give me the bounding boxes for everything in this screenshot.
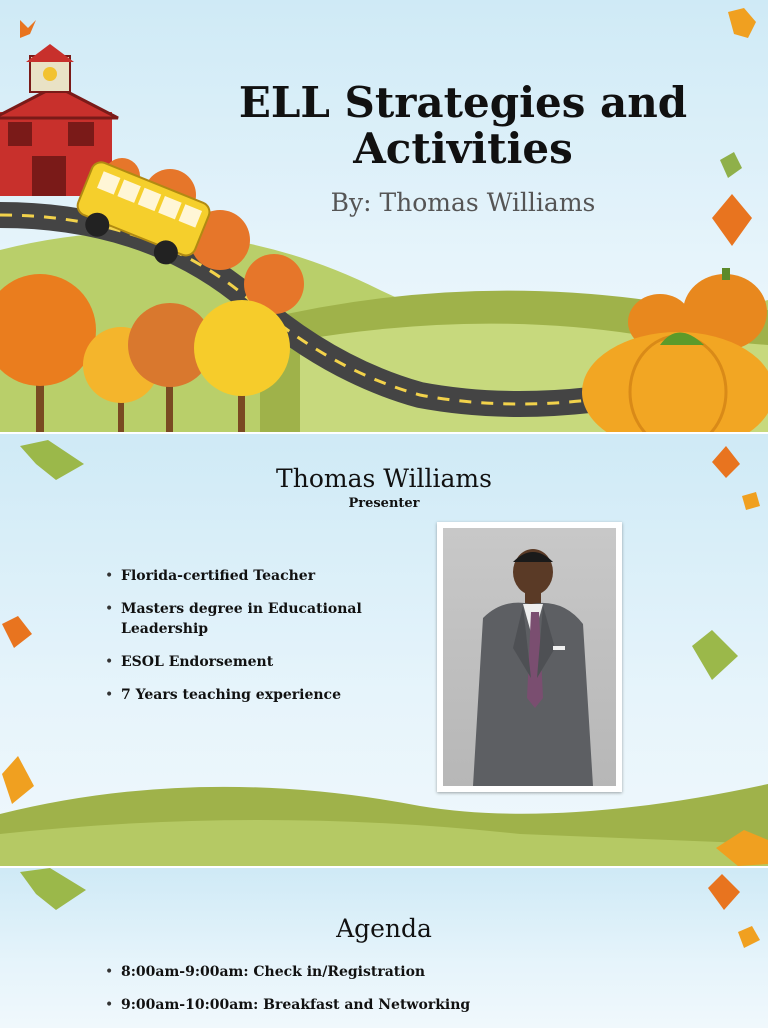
- presentation-title: [230, 80, 696, 172]
- falling-leaf-icon: [692, 630, 738, 680]
- presenter-photo-frame: [437, 522, 622, 792]
- title-line-1: ELL Strategies and: [238, 78, 688, 127]
- falling-leaf-icon: [728, 8, 756, 38]
- presenter-slide: [0, 434, 768, 866]
- list-item: • 8:00am-9:00am: Check in/Registration: [103, 962, 523, 982]
- presenter-name: Thomas Williams: [276, 464, 492, 493]
- falling-leaf-icon: [20, 20, 36, 38]
- presentation-subtitle: By: Thomas Williams: [330, 188, 596, 217]
- list-item: • 7 Years teaching experience: [103, 685, 363, 705]
- presenter-role: Presenter: [348, 496, 420, 511]
- falling-leaf-icon: [738, 926, 760, 948]
- falling-leaf-icon: [712, 446, 740, 478]
- list-item: • ESOL Endorsement: [103, 652, 363, 672]
- list-item: • Masters degree in Educational Leadership: [103, 599, 363, 639]
- agenda-list: [103, 962, 523, 1028]
- falling-leaf-icon: [742, 492, 760, 510]
- falling-leaf-icon: [2, 756, 34, 804]
- agenda-slide: [0, 868, 768, 1028]
- presenter-credentials-list: [103, 566, 363, 718]
- falling-leaf-icon: [712, 194, 752, 246]
- list-item: • Florida-certified Teacher: [103, 566, 363, 586]
- falling-leaf-icon: [20, 868, 86, 910]
- list-item: • 9:00am-10:00am: Breakfast and Networking: [103, 995, 523, 1015]
- presenter-photo: [443, 528, 616, 786]
- falling-leaf-icon: [720, 152, 742, 178]
- falling-leaf-icon: [20, 440, 84, 480]
- title-slide: [0, 0, 768, 432]
- presenter-photo-icon: [443, 528, 616, 786]
- falling-leaf-icon: [2, 616, 32, 648]
- pumpkins-icon: [582, 268, 768, 432]
- title-line-2: Activities: [353, 124, 573, 173]
- agenda-title: Agenda: [336, 914, 432, 943]
- falling-leaf-icon: [708, 874, 740, 910]
